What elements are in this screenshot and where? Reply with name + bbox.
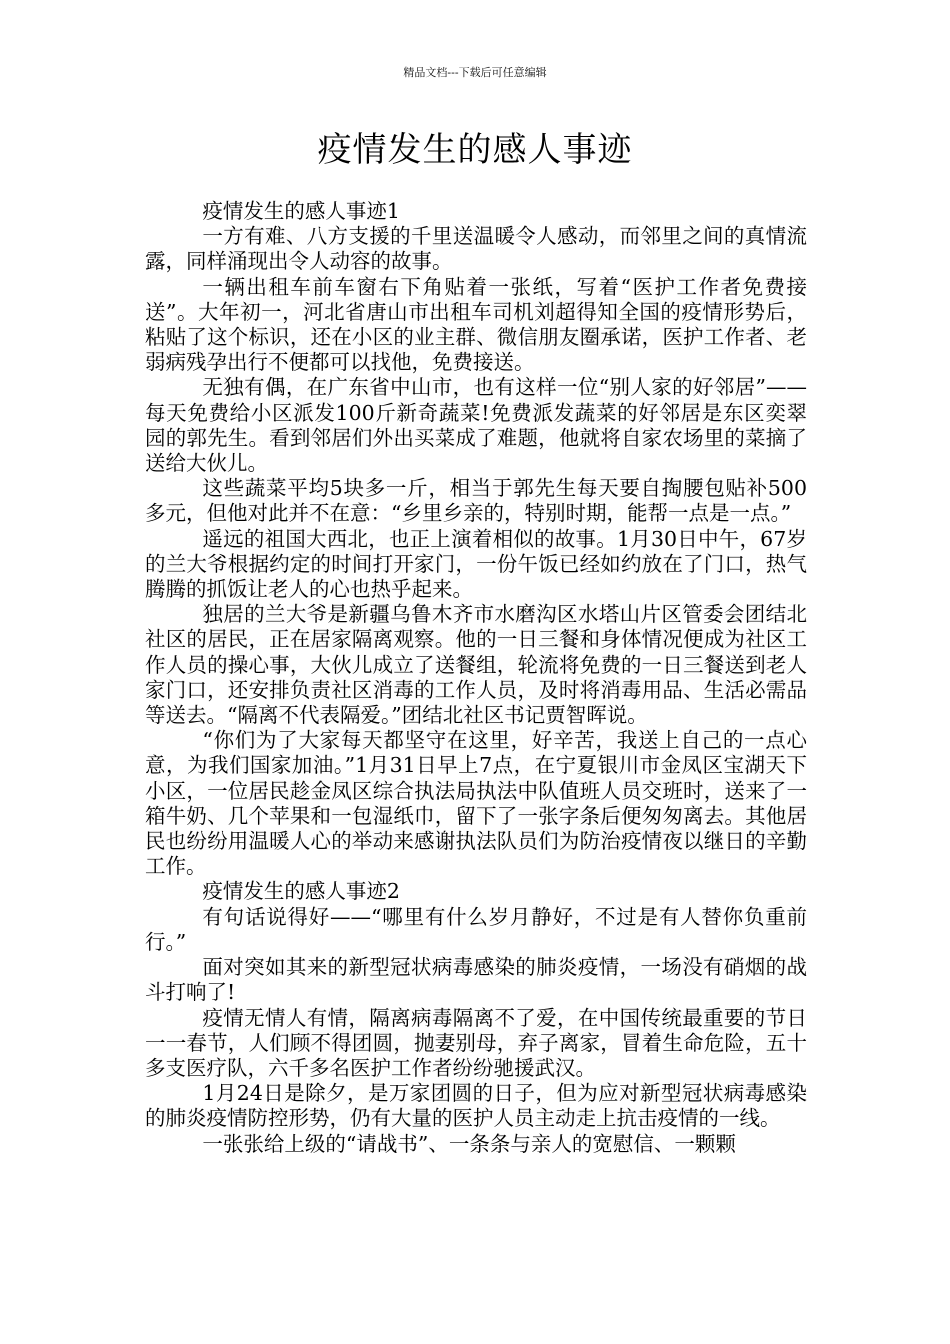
paragraph: 一方有难、八方支援的千里送温暖令人感动，而邻里之间的真情流露，同样涌现出令人动容的故事。 xyxy=(145,224,807,274)
paragraph: 疫情无情人有情，隔离病毒隔离不了爱，在中国传统最重要的节日一一春节，人们顾不得团圆，抛妻别母，弃子离家，冒着生命危险，五十多支医疗队，六千多名医护工作者纷纷驰援武汉。 xyxy=(145,1005,807,1080)
section-heading-2: 疫情发生的感人事迹2 xyxy=(202,879,400,904)
section-heading-1: 疫情发生的感人事迹1 xyxy=(202,199,400,223)
document-body xyxy=(145,199,807,1157)
header-note: 精品文档---下载后可任意编辑 xyxy=(403,66,547,79)
paragraph: 独居的兰大爷是新疆乌鲁木齐市水磨沟区水塔山片区管委会团结北社区的居民，正在居家隔离观察。他的一日三餐和身体情况便成为社区工作人员的操心事，大伙儿成立了送餐组，轮流将免费的一日三餐送到老人家门口，还安排负责社区消毒的工作人员，及时将消毒用品、生活必需品等送去。“隔离不代表隔爱。”团结北社区书记贾智晖说。 xyxy=(145,602,807,728)
paragraph: 遥远的祖国大西北，也正上演着相似的故事。1月30日中午，67岁的兰大爷根据约定的时间打开家门，一份午饭已经如约放在了门口，热气腾腾的抓饭让老人的心也热乎起来。 xyxy=(145,526,807,602)
paragraph: 一辆出租车前车窗右下角贴着一张纸，写着“医护工作者免费接送”。大年初一，河北省唐山市出租车司机刘超得知全国的疫情形势后，粘贴了这个标识，还在小区的业主群、微信朋友圈承诺，医护工作者、老弱病残孕出行不便都可以找他，免费接送。 xyxy=(145,274,807,375)
document-title: 疫情发生的感人事迹 xyxy=(317,130,633,170)
paragraph: 面对突如其来的新型冠状病毒感染的肺炎疫情，一场没有硝烟的战斗打响了! xyxy=(145,955,807,1005)
paragraph: “你们为了大家每天都坚守在这里，好辛苦，我送上自己的一点心意，为我们国家加油。”1月31日早上7点，在宁夏银川市金凤区宝湖天下小区，一位居民趁金凤区综合执法局执法中队值班人员交班时，送来了一箱牛奶、几个苹果和一包湿纸巾，留下了一张字条后便匆匆离去。其他居民也纷纷用温暖人心的举动来感谢执法队员们为防治疫情夜以继日的辛勤工作。 xyxy=(145,728,807,879)
paragraph: 无独有偶，在广东省中山市，也有这样一位“别人家的好邻居”——每天免费给小区派发100斤新奇蔬菜!免费派发蔬菜的好邻居是东区奕翠园的郭先生。看到邻居们外出买菜成了难题，他就将自家农场里的菜摘了送给大伙儿。 xyxy=(145,375,807,476)
paragraph: 这些蔬菜平均5块多一斤，相当于郭先生每天要自掏腰包贴补500多元，但他对此并不在意：“乡里乡亲的，特别时期，能帮一点是一点。” xyxy=(145,476,807,526)
paragraph: 有句话说得好——“哪里有什么岁月静好，不过是有人替你负重前行。” xyxy=(145,904,807,954)
paragraph: 1月24日是除夕，是万家团圆的日子，但为应对新型冠状病毒感染的肺炎疫情防控形势，仍有大量的医护人员主动走上抗击疫情的一线。 xyxy=(145,1081,807,1131)
paragraph: 一张张给上级的“请战书”、一条条与亲人的宽慰信、一颗颗 xyxy=(202,1131,736,1156)
